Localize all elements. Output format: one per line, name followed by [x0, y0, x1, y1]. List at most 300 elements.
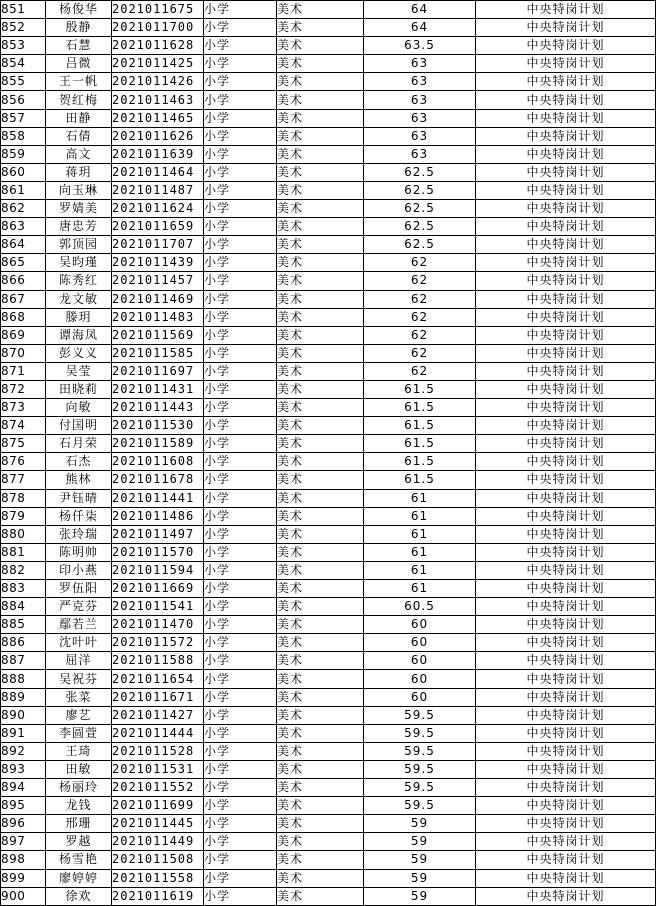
table-row — [1, 417, 656, 435]
cell-plan: 中央特岗计划 — [476, 19, 656, 37]
cell-subject: 美术 — [277, 109, 364, 127]
cell-plan: 中央特岗计划 — [476, 760, 656, 778]
cell-serial-number: 851 — [1, 1, 46, 19]
cell-subject: 美术 — [277, 453, 364, 471]
table-row — [1, 833, 656, 851]
cell-plan: 中央特岗计划 — [476, 109, 656, 127]
cell-score: 61 — [364, 543, 476, 561]
table-row — [1, 598, 656, 616]
table-row — [1, 634, 656, 652]
cell-exam-id: 2021011486 — [112, 507, 204, 525]
cell-score: 59 — [364, 851, 476, 869]
cell-name: 郭顶园 — [46, 236, 112, 254]
cell-exam-id: 2021011465 — [112, 109, 204, 127]
cell-subject: 美术 — [277, 634, 364, 652]
table-body — [1, 1, 656, 906]
table-row — [1, 724, 656, 742]
cell-plan: 中央特岗计划 — [476, 887, 656, 905]
cell-serial-number: 872 — [1, 380, 46, 398]
cell-score: 62.5 — [364, 218, 476, 236]
table-row — [1, 670, 656, 688]
cell-school-level: 小学 — [204, 706, 277, 724]
cell-serial-number: 869 — [1, 326, 46, 344]
table-row — [1, 706, 656, 724]
cell-serial-number: 858 — [1, 127, 46, 145]
cell-serial-number: 896 — [1, 815, 46, 833]
cell-exam-id: 2021011585 — [112, 344, 204, 362]
cell-school-level: 小学 — [204, 73, 277, 91]
cell-subject: 美术 — [277, 435, 364, 453]
cell-subject: 美术 — [277, 19, 364, 37]
table-row — [1, 290, 656, 308]
cell-school-level: 小学 — [204, 290, 277, 308]
cell-subject: 美术 — [277, 163, 364, 181]
cell-serial-number: 884 — [1, 598, 46, 616]
table-row — [1, 779, 656, 797]
cell-exam-id: 2021011431 — [112, 380, 204, 398]
cell-serial-number: 876 — [1, 453, 46, 471]
cell-subject: 美术 — [277, 797, 364, 815]
cell-serial-number: 883 — [1, 580, 46, 598]
cell-exam-id: 2021011441 — [112, 489, 204, 507]
cell-serial-number: 880 — [1, 525, 46, 543]
table-row — [1, 326, 656, 344]
cell-school-level: 小学 — [204, 181, 277, 199]
cell-plan: 中央特岗计划 — [476, 200, 656, 218]
cell-serial-number: 867 — [1, 290, 46, 308]
cell-plan: 中央特岗计划 — [476, 815, 656, 833]
cell-exam-id: 2021011530 — [112, 417, 204, 435]
cell-name: 石月荣 — [46, 435, 112, 453]
cell-exam-id: 2021011558 — [112, 869, 204, 887]
cell-exam-id: 2021011444 — [112, 724, 204, 742]
cell-name: 吕微 — [46, 55, 112, 73]
cell-exam-id: 2021011678 — [112, 471, 204, 489]
cell-exam-id: 2021011639 — [112, 145, 204, 163]
cell-plan: 中央特岗计划 — [476, 91, 656, 109]
cell-name: 石杰 — [46, 453, 112, 471]
cell-subject: 美术 — [277, 308, 364, 326]
cell-exam-id: 2021011427 — [112, 706, 204, 724]
cell-subject: 美术 — [277, 525, 364, 543]
cell-plan: 中央特岗计划 — [476, 580, 656, 598]
cell-exam-id: 2021011589 — [112, 435, 204, 453]
cell-score: 59 — [364, 815, 476, 833]
cell-score: 61 — [364, 561, 476, 579]
cell-name: 田晓莉 — [46, 380, 112, 398]
cell-subject: 美术 — [277, 344, 364, 362]
cell-exam-id: 2021011439 — [112, 254, 204, 272]
cell-subject: 美术 — [277, 417, 364, 435]
cell-serial-number: 853 — [1, 37, 46, 55]
cell-score: 62 — [364, 344, 476, 362]
cell-exam-id: 2021011659 — [112, 218, 204, 236]
cell-school-level: 小学 — [204, 236, 277, 254]
cell-score: 59.5 — [364, 779, 476, 797]
cell-school-level: 小学 — [204, 218, 277, 236]
cell-score: 59.5 — [364, 724, 476, 742]
cell-exam-id: 2021011671 — [112, 688, 204, 706]
cell-plan: 中央特岗计划 — [476, 833, 656, 851]
cell-plan: 中央特岗计划 — [476, 73, 656, 91]
cell-plan: 中央特岗计划 — [476, 688, 656, 706]
cell-score: 62.5 — [364, 163, 476, 181]
cell-exam-id: 2021011487 — [112, 181, 204, 199]
table-row — [1, 362, 656, 380]
table-row — [1, 200, 656, 218]
table-row — [1, 453, 656, 471]
cell-school-level: 小学 — [204, 55, 277, 73]
table-row — [1, 91, 656, 109]
cell-plan: 中央特岗计划 — [476, 326, 656, 344]
cell-score: 61.5 — [364, 435, 476, 453]
cell-school-level: 小学 — [204, 91, 277, 109]
cell-name: 罗伍阳 — [46, 580, 112, 598]
cell-exam-id: 2021011497 — [112, 525, 204, 543]
cell-serial-number: 875 — [1, 435, 46, 453]
cell-score: 62 — [364, 272, 476, 290]
cell-name: 李圆萱 — [46, 724, 112, 742]
cell-school-level: 小学 — [204, 525, 277, 543]
cell-school-level: 小学 — [204, 598, 277, 616]
cell-serial-number: 891 — [1, 724, 46, 742]
cell-name: 熊林 — [46, 471, 112, 489]
cell-subject: 美术 — [277, 760, 364, 778]
cell-school-level: 小学 — [204, 797, 277, 815]
cell-school-level: 小学 — [204, 489, 277, 507]
cell-score: 63 — [364, 145, 476, 163]
cell-score: 64 — [364, 19, 476, 37]
cell-serial-number: 889 — [1, 688, 46, 706]
cell-exam-id: 2021011572 — [112, 634, 204, 652]
cell-plan: 中央特岗计划 — [476, 435, 656, 453]
table-row — [1, 1, 656, 19]
cell-exam-id: 2021011700 — [112, 19, 204, 37]
table-row — [1, 145, 656, 163]
cell-plan: 中央特岗计划 — [476, 779, 656, 797]
cell-score: 62 — [364, 362, 476, 380]
cell-school-level: 小学 — [204, 815, 277, 833]
cell-subject: 美术 — [277, 200, 364, 218]
cell-score: 60 — [364, 688, 476, 706]
cell-subject: 美术 — [277, 543, 364, 561]
cell-score: 62 — [364, 290, 476, 308]
cell-score: 61.5 — [364, 380, 476, 398]
cell-plan: 中央特岗计划 — [476, 380, 656, 398]
table-row — [1, 272, 656, 290]
cell-school-level: 小学 — [204, 37, 277, 55]
cell-serial-number: 895 — [1, 797, 46, 815]
table-row — [1, 218, 656, 236]
cell-serial-number: 862 — [1, 200, 46, 218]
cell-serial-number: 852 — [1, 19, 46, 37]
cell-exam-id: 2021011552 — [112, 779, 204, 797]
cell-name: 吴莹 — [46, 362, 112, 380]
cell-plan: 中央特岗计划 — [476, 453, 656, 471]
cell-subject: 美术 — [277, 616, 364, 634]
cell-name: 邢珊 — [46, 815, 112, 833]
cell-name: 印小燕 — [46, 561, 112, 579]
cell-exam-id: 2021011470 — [112, 616, 204, 634]
cell-subject: 美术 — [277, 887, 364, 905]
cell-score: 63 — [364, 127, 476, 145]
cell-name: 付国明 — [46, 417, 112, 435]
table-row — [1, 344, 656, 362]
cell-school-level: 小学 — [204, 163, 277, 181]
cell-school-level: 小学 — [204, 760, 277, 778]
cell-plan: 中央特岗计划 — [476, 163, 656, 181]
cell-school-level: 小学 — [204, 19, 277, 37]
cell-school-level: 小学 — [204, 362, 277, 380]
cell-name: 张菜 — [46, 688, 112, 706]
cell-subject: 美术 — [277, 652, 364, 670]
cell-score: 61 — [364, 507, 476, 525]
table-row — [1, 435, 656, 453]
cell-exam-id: 2021011531 — [112, 760, 204, 778]
cell-school-level: 小学 — [204, 869, 277, 887]
cell-plan: 中央特岗计划 — [476, 362, 656, 380]
cell-serial-number: 878 — [1, 489, 46, 507]
cell-serial-number: 900 — [1, 887, 46, 905]
cell-subject: 美术 — [277, 489, 364, 507]
cell-subject: 美术 — [277, 851, 364, 869]
table-row — [1, 380, 656, 398]
cell-name: 杨丽玲 — [46, 779, 112, 797]
cell-serial-number: 864 — [1, 236, 46, 254]
cell-plan: 中央特岗计划 — [476, 507, 656, 525]
cell-serial-number: 899 — [1, 869, 46, 887]
cell-score: 63.5 — [364, 37, 476, 55]
cell-serial-number: 894 — [1, 779, 46, 797]
cell-subject: 美术 — [277, 815, 364, 833]
cell-serial-number: 879 — [1, 507, 46, 525]
cell-exam-id: 2021011449 — [112, 833, 204, 851]
cell-plan: 中央特岗计划 — [476, 598, 656, 616]
cell-name: 殷静 — [46, 19, 112, 37]
cell-serial-number: 856 — [1, 91, 46, 109]
cell-subject: 美术 — [277, 670, 364, 688]
cell-subject: 美术 — [277, 724, 364, 742]
cell-subject: 美术 — [277, 598, 364, 616]
cell-school-level: 小学 — [204, 399, 277, 417]
cell-subject: 美术 — [277, 218, 364, 236]
cell-school-level: 小学 — [204, 507, 277, 525]
cell-school-level: 小学 — [204, 779, 277, 797]
cell-subject: 美术 — [277, 37, 364, 55]
cell-plan: 中央特岗计划 — [476, 724, 656, 742]
cell-plan: 中央特岗计划 — [476, 797, 656, 815]
cell-school-level: 小学 — [204, 851, 277, 869]
cell-serial-number: 897 — [1, 833, 46, 851]
cell-serial-number: 863 — [1, 218, 46, 236]
table-row — [1, 688, 656, 706]
cell-exam-id: 2021011628 — [112, 37, 204, 55]
cell-plan: 中央特岗计划 — [476, 1, 656, 19]
cell-name: 田敏 — [46, 760, 112, 778]
cell-plan: 中央特岗计划 — [476, 254, 656, 272]
cell-school-level: 小学 — [204, 109, 277, 127]
cell-school-level: 小学 — [204, 561, 277, 579]
cell-school-level: 小学 — [204, 634, 277, 652]
cell-exam-id: 2021011624 — [112, 200, 204, 218]
cell-plan: 中央特岗计划 — [476, 525, 656, 543]
cell-score: 63 — [364, 109, 476, 127]
cell-exam-id: 2021011654 — [112, 670, 204, 688]
cell-subject: 美术 — [277, 507, 364, 525]
cell-plan: 中央特岗计划 — [476, 417, 656, 435]
cell-subject: 美术 — [277, 471, 364, 489]
cell-school-level: 小学 — [204, 272, 277, 290]
cell-plan: 中央特岗计划 — [476, 218, 656, 236]
cell-name: 杨雪艳 — [46, 851, 112, 869]
cell-serial-number: 855 — [1, 73, 46, 91]
cell-exam-id: 2021011445 — [112, 815, 204, 833]
cell-exam-id: 2021011588 — [112, 652, 204, 670]
cell-name: 尹钰晴 — [46, 489, 112, 507]
table-row — [1, 525, 656, 543]
cell-plan: 中央特岗计划 — [476, 543, 656, 561]
cell-name: 向玉琳 — [46, 181, 112, 199]
cell-school-level: 小学 — [204, 435, 277, 453]
cell-score: 59.5 — [364, 797, 476, 815]
cell-name: 屈洋 — [46, 652, 112, 670]
cell-name: 罗越 — [46, 833, 112, 851]
cell-name: 吴祝芬 — [46, 670, 112, 688]
cell-score: 61.5 — [364, 471, 476, 489]
cell-subject: 美术 — [277, 580, 364, 598]
cell-score: 62.5 — [364, 181, 476, 199]
cell-serial-number: 893 — [1, 760, 46, 778]
cell-exam-id: 2021011443 — [112, 399, 204, 417]
cell-score: 62 — [364, 326, 476, 344]
cell-score: 59.5 — [364, 706, 476, 724]
cell-subject: 美术 — [277, 1, 364, 19]
cell-serial-number: 873 — [1, 399, 46, 417]
table-row — [1, 507, 656, 525]
cell-name: 滕玥 — [46, 308, 112, 326]
cell-subject: 美术 — [277, 362, 364, 380]
table-row — [1, 109, 656, 127]
cell-name: 王琦 — [46, 742, 112, 760]
cell-exam-id: 2021011570 — [112, 543, 204, 561]
cell-serial-number: 898 — [1, 851, 46, 869]
cell-school-level: 小学 — [204, 308, 277, 326]
cell-plan: 中央特岗计划 — [476, 344, 656, 362]
cell-score: 59 — [364, 869, 476, 887]
cell-exam-id: 2021011608 — [112, 453, 204, 471]
cell-exam-id: 2021011528 — [112, 742, 204, 760]
cell-score: 61.5 — [364, 417, 476, 435]
table-row — [1, 561, 656, 579]
cell-school-level: 小学 — [204, 254, 277, 272]
cell-serial-number: 860 — [1, 163, 46, 181]
cell-school-level: 小学 — [204, 887, 277, 905]
cell-serial-number: 888 — [1, 670, 46, 688]
cell-exam-id: 2021011675 — [112, 1, 204, 19]
cell-plan: 中央特岗计划 — [476, 670, 656, 688]
cell-name: 石倩 — [46, 127, 112, 145]
table-row — [1, 869, 656, 887]
cell-serial-number: 865 — [1, 254, 46, 272]
cell-score: 61.5 — [364, 453, 476, 471]
cell-school-level: 小学 — [204, 145, 277, 163]
cell-name: 唐忠芳 — [46, 218, 112, 236]
table-row — [1, 163, 656, 181]
cell-plan: 中央特岗计划 — [476, 272, 656, 290]
cell-score: 61 — [364, 580, 476, 598]
cell-name: 杨仟柒 — [46, 507, 112, 525]
cell-school-level: 小学 — [204, 688, 277, 706]
cell-serial-number: 882 — [1, 561, 46, 579]
cell-school-level: 小学 — [204, 742, 277, 760]
cell-name: 高文 — [46, 145, 112, 163]
cell-exam-id: 2021011569 — [112, 326, 204, 344]
cell-exam-id: 2021011483 — [112, 308, 204, 326]
cell-serial-number: 881 — [1, 543, 46, 561]
cell-subject: 美术 — [277, 380, 364, 398]
cell-score: 60 — [364, 616, 476, 634]
cell-name: 陈秀红 — [46, 272, 112, 290]
cell-school-level: 小学 — [204, 543, 277, 561]
cell-school-level: 小学 — [204, 670, 277, 688]
cell-school-level: 小学 — [204, 1, 277, 19]
cell-subject: 美术 — [277, 869, 364, 887]
cell-name: 张玲瑞 — [46, 525, 112, 543]
cell-exam-id: 2021011508 — [112, 851, 204, 869]
cell-name: 田静 — [46, 109, 112, 127]
table-row — [1, 55, 656, 73]
cell-name: 罗婧美 — [46, 200, 112, 218]
cell-serial-number: 861 — [1, 181, 46, 199]
cell-school-level: 小学 — [204, 833, 277, 851]
cell-score: 60.5 — [364, 598, 476, 616]
cell-exam-id: 2021011697 — [112, 362, 204, 380]
cell-name: 沈叶叶 — [46, 634, 112, 652]
cell-subject: 美术 — [277, 73, 364, 91]
cell-plan: 中央特岗计划 — [476, 55, 656, 73]
cell-plan: 中央特岗计划 — [476, 308, 656, 326]
table-row — [1, 815, 656, 833]
table-row — [1, 308, 656, 326]
cell-name: 龙文敏 — [46, 290, 112, 308]
cell-school-level: 小学 — [204, 580, 277, 598]
cell-exam-id: 2021011707 — [112, 236, 204, 254]
cell-plan: 中央特岗计划 — [476, 127, 656, 145]
cell-name: 谭海凤 — [46, 326, 112, 344]
cell-serial-number: 890 — [1, 706, 46, 724]
cell-score: 59 — [364, 833, 476, 851]
table-row — [1, 742, 656, 760]
cell-name: 石慧 — [46, 37, 112, 55]
cell-serial-number: 887 — [1, 652, 46, 670]
cell-serial-number: 871 — [1, 362, 46, 380]
cell-serial-number: 892 — [1, 742, 46, 760]
cell-name: 龙钱 — [46, 797, 112, 815]
cell-plan: 中央特岗计划 — [476, 851, 656, 869]
cell-subject: 美术 — [277, 91, 364, 109]
cell-plan: 中央特岗计划 — [476, 290, 656, 308]
cell-plan: 中央特岗计划 — [476, 471, 656, 489]
cell-plan: 中央特岗计划 — [476, 869, 656, 887]
cell-subject: 美术 — [277, 326, 364, 344]
cell-name: 向敏 — [46, 399, 112, 417]
table-row — [1, 127, 656, 145]
cell-score: 62.5 — [364, 200, 476, 218]
cell-school-level: 小学 — [204, 380, 277, 398]
cell-subject: 美术 — [277, 181, 364, 199]
table-row — [1, 580, 656, 598]
cell-score: 63 — [364, 73, 476, 91]
